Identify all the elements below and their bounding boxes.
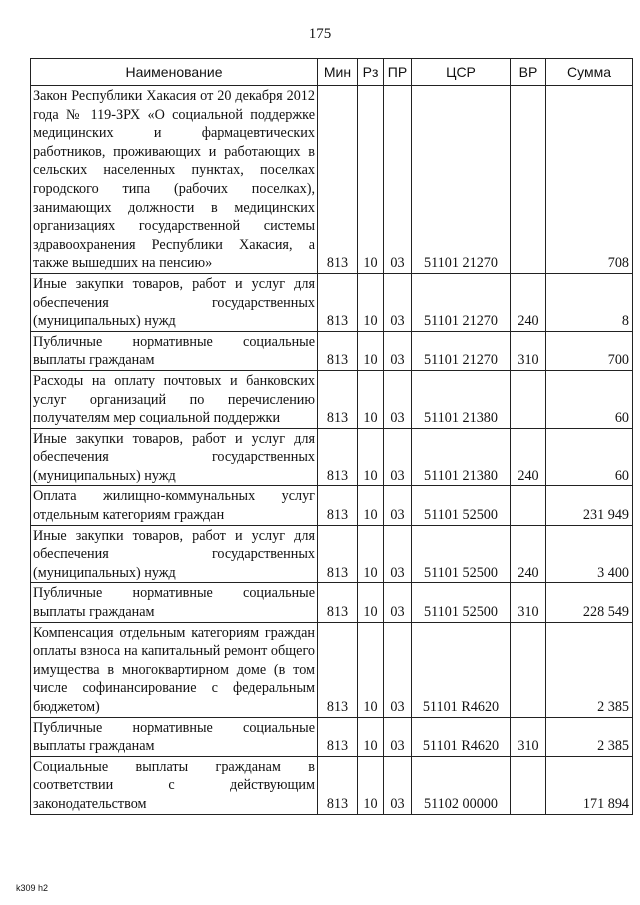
row-name: Публичные нормативные социальные выплаты гражданам xyxy=(31,717,318,756)
row-vr xyxy=(511,622,546,717)
row-csr: 51101 52500 xyxy=(412,486,511,525)
row-pr: 03 xyxy=(384,525,412,583)
row-sum: 171 894 xyxy=(546,756,633,814)
row-min: 813 xyxy=(318,86,358,274)
row-name: Публичные нормативные социальные выплаты гражданам xyxy=(31,331,318,370)
row-pr: 03 xyxy=(384,428,412,486)
table-row xyxy=(31,622,633,717)
row-min: 813 xyxy=(318,717,358,756)
row-vr xyxy=(511,486,546,525)
row-pr: 03 xyxy=(384,583,412,622)
header-rz: Рз xyxy=(358,59,384,86)
row-rz: 10 xyxy=(358,486,384,525)
row-min: 813 xyxy=(318,583,358,622)
row-vr: 240 xyxy=(511,428,546,486)
row-rz: 10 xyxy=(358,273,384,331)
header-csr: ЦСР xyxy=(412,59,511,86)
row-rz: 10 xyxy=(358,370,384,428)
row-min: 813 xyxy=(318,486,358,525)
row-pr: 03 xyxy=(384,756,412,814)
table-row xyxy=(31,273,633,331)
row-min: 813 xyxy=(318,525,358,583)
row-rz: 10 xyxy=(358,717,384,756)
row-name: Оплата жилищно-коммунальных услуг отдельным категориям граждан xyxy=(31,486,318,525)
table-row xyxy=(31,428,633,486)
row-name: Иные закупки товаров, работ и услуг для обеспечения государственных (муниципальных) нужд xyxy=(31,273,318,331)
row-min: 813 xyxy=(318,622,358,717)
row-vr: 310 xyxy=(511,717,546,756)
table-row xyxy=(31,717,633,756)
row-pr: 03 xyxy=(384,717,412,756)
header-vr: ВР xyxy=(511,59,546,86)
row-sum: 700 xyxy=(546,331,633,370)
row-sum: 8 xyxy=(546,273,633,331)
row-vr: 310 xyxy=(511,331,546,370)
row-min: 813 xyxy=(318,370,358,428)
row-sum: 231 949 xyxy=(546,486,633,525)
table-row xyxy=(31,331,633,370)
row-vr xyxy=(511,370,546,428)
table-row xyxy=(31,583,633,622)
row-rz: 10 xyxy=(358,622,384,717)
table-row xyxy=(31,525,633,583)
table-row xyxy=(31,86,633,274)
row-csr: 51101 R4620 xyxy=(412,717,511,756)
row-vr: 240 xyxy=(511,273,546,331)
row-vr xyxy=(511,86,546,274)
header-name: Наименование xyxy=(31,59,318,86)
row-pr: 03 xyxy=(384,622,412,717)
row-csr: 51101 21270 xyxy=(412,331,511,370)
row-vr: 240 xyxy=(511,525,546,583)
row-csr: 51101 52500 xyxy=(412,583,511,622)
row-name: Расходы на оплату почтовых и банковских услуг организаций по перечислению получателям мер социальной поддержки xyxy=(31,370,318,428)
row-name: Компенсация отдельным категориям граждан оплаты взноса на капитальный ремонт общего имущества в многоквартирном доме (в том числе софинансирование с федеральным бюджетом) xyxy=(31,622,318,717)
row-vr xyxy=(511,756,546,814)
header-pr: ПР xyxy=(384,59,412,86)
row-min: 813 xyxy=(318,273,358,331)
row-sum: 708 xyxy=(546,86,633,274)
table-row xyxy=(31,756,633,814)
row-sum: 2 385 xyxy=(546,717,633,756)
row-csr: 51101 21270 xyxy=(412,86,511,274)
row-csr: 51102 00000 xyxy=(412,756,511,814)
row-csr: 51101 21270 xyxy=(412,273,511,331)
row-pr: 03 xyxy=(384,370,412,428)
table-row xyxy=(31,486,633,525)
budget-table xyxy=(30,58,633,815)
row-min: 813 xyxy=(318,331,358,370)
row-rz: 10 xyxy=(358,756,384,814)
row-name: Социальные выплаты гражданам в соответствии с действующим законодательством xyxy=(31,756,318,814)
row-rz: 10 xyxy=(358,331,384,370)
header-sum: Сумма xyxy=(546,59,633,86)
row-sum: 3 400 xyxy=(546,525,633,583)
row-csr: 51101 21380 xyxy=(412,370,511,428)
table-header-row xyxy=(31,59,633,86)
row-sum: 60 xyxy=(546,428,633,486)
row-name: Иные закупки товаров, работ и услуг для обеспечения государственных (муниципальных) нужд xyxy=(31,525,318,583)
row-name: Закон Республики Хакасия от 20 декабря 2012 года № 119-ЗРХ «О социальной поддержке медицинских и фармацевтических работников, проживающих и работающих в сельских населенных пунктах, поселках городского типа (рабочих поселках), занимающих должности в медицинских организациях государственной системы здравоохранения Республики Хакасия, а также вышедших на пенсию» xyxy=(31,86,318,274)
row-csr: 51101 21380 xyxy=(412,428,511,486)
footer-code: k309 h2 xyxy=(16,883,49,893)
row-vr: 310 xyxy=(511,583,546,622)
row-rz: 10 xyxy=(358,525,384,583)
row-name: Иные закупки товаров, работ и услуг для обеспечения государственных (муниципальных) нужд xyxy=(31,428,318,486)
table-row xyxy=(31,370,633,428)
row-min: 813 xyxy=(318,756,358,814)
row-pr: 03 xyxy=(384,273,412,331)
row-csr: 51101 R4620 xyxy=(412,622,511,717)
row-rz: 10 xyxy=(358,86,384,274)
row-pr: 03 xyxy=(384,486,412,525)
row-csr: 51101 52500 xyxy=(412,525,511,583)
header-min: Мин xyxy=(318,59,358,86)
row-rz: 10 xyxy=(358,583,384,622)
row-pr: 03 xyxy=(384,331,412,370)
row-name: Публичные нормативные социальные выплаты гражданам xyxy=(31,583,318,622)
row-pr: 03 xyxy=(384,86,412,274)
row-min: 813 xyxy=(318,428,358,486)
row-sum: 60 xyxy=(546,370,633,428)
row-rz: 10 xyxy=(358,428,384,486)
row-sum: 2 385 xyxy=(546,622,633,717)
row-sum: 228 549 xyxy=(546,583,633,622)
page-number: 175 xyxy=(308,26,332,42)
